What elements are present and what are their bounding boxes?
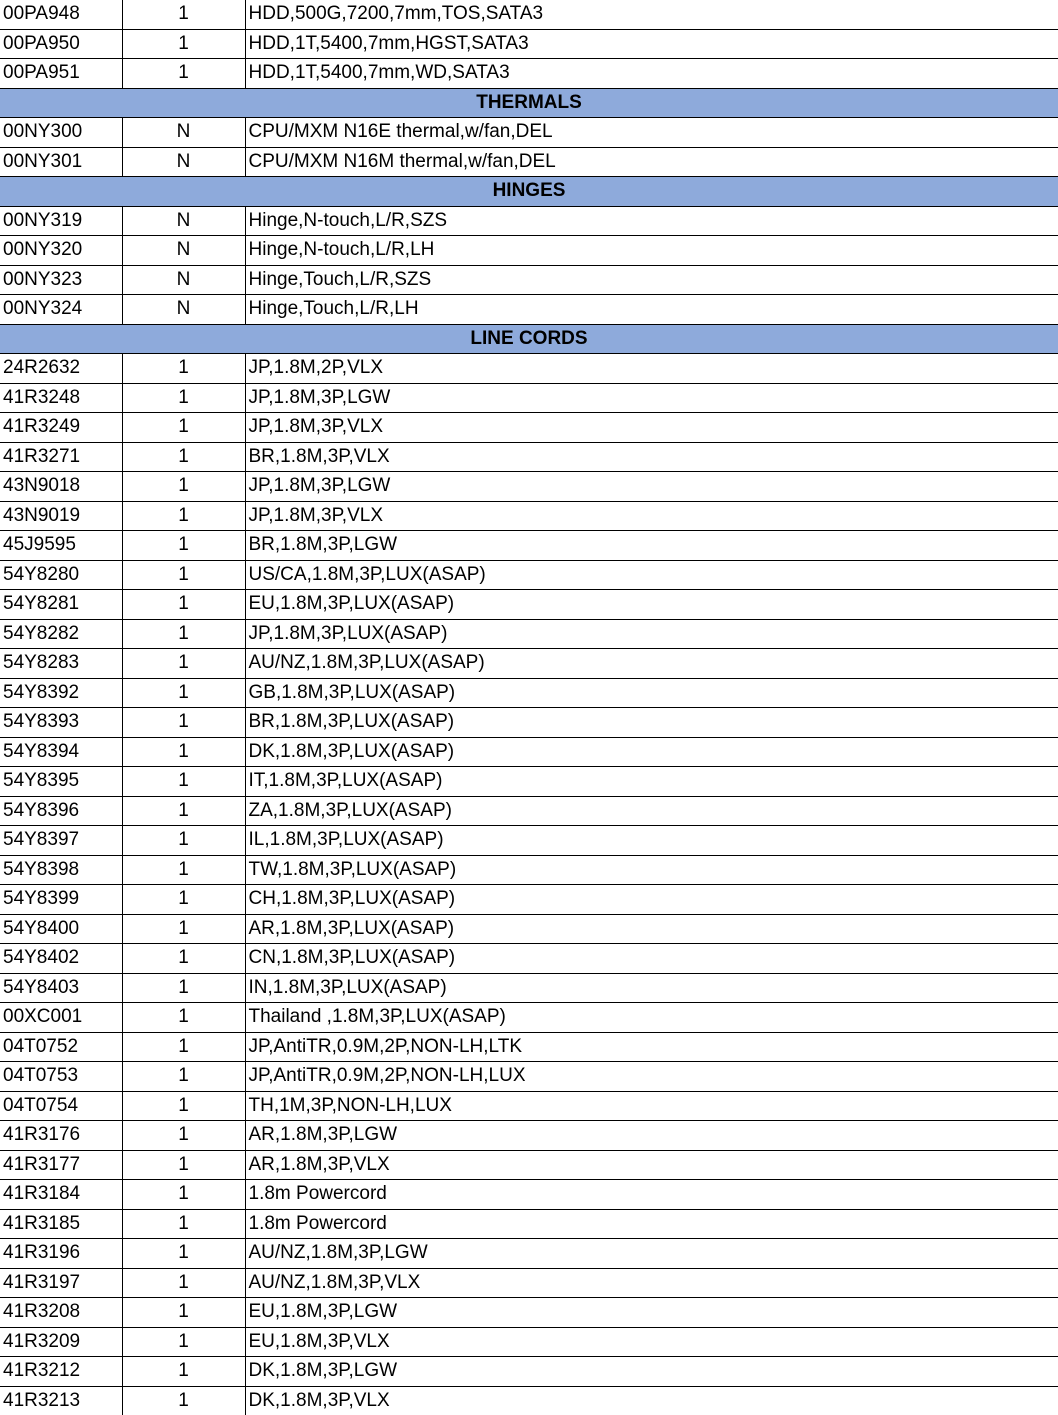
quantity-cell[interactable]: N [122, 147, 245, 177]
table-row [0, 118, 1058, 148]
part-number-cell[interactable]: 04T0754 [0, 1091, 122, 1121]
description-cell[interactable]: HDD,1T,5400,7mm,WD,SATA3 [245, 59, 1058, 89]
description-cell[interactable]: Hinge,N-touch,L/R,LH [245, 236, 1058, 266]
quantity-cell[interactable]: N [122, 118, 245, 148]
section-header-row [0, 88, 1058, 118]
part-number-cell[interactable]: 54Y8396 [0, 796, 122, 826]
quantity-cell[interactable]: 1 [122, 826, 245, 856]
quantity-cell[interactable]: N [122, 265, 245, 295]
quantity-cell[interactable]: 1 [122, 1268, 245, 1298]
description-cell[interactable]: EU,1.8M,3P,LUX(ASAP) [245, 590, 1058, 620]
part-number-cell[interactable]: 00PA951 [0, 59, 122, 89]
description-cell[interactable]: JP,1.8M,3P,VLX [245, 413, 1058, 443]
quantity-cell[interactable]: 1 [122, 1150, 245, 1180]
part-number-cell[interactable]: 54Y8398 [0, 855, 122, 885]
table-row [0, 914, 1058, 944]
quantity-cell[interactable]: 1 [122, 1062, 245, 1092]
description-cell[interactable]: JP,AntiTR,0.9M,2P,NON-LH,LUX [245, 1062, 1058, 1092]
part-number-cell[interactable]: 41R3213 [0, 1386, 122, 1415]
table-row [0, 708, 1058, 738]
quantity-cell[interactable]: 1 [122, 1003, 245, 1033]
description-cell[interactable]: HDD,500G,7200,7mm,TOS,SATA3 [245, 0, 1058, 29]
table-row [0, 826, 1058, 856]
quantity-cell[interactable]: 1 [122, 354, 245, 384]
part-number-cell[interactable]: 00NY324 [0, 295, 122, 325]
table-row [0, 1357, 1058, 1387]
table-row [0, 1239, 1058, 1269]
description-cell[interactable]: CPU/MXM N16E thermal,w/fan,DEL [245, 118, 1058, 148]
table-row [0, 1062, 1058, 1092]
part-number-cell[interactable]: 41R3249 [0, 413, 122, 443]
description-cell[interactable]: AR,1.8M,3P,LUX(ASAP) [245, 914, 1058, 944]
description-cell[interactable]: Hinge,N-touch,L/R,SZS [245, 206, 1058, 236]
table-row [0, 383, 1058, 413]
quantity-cell[interactable]: 1 [122, 914, 245, 944]
part-number-cell[interactable]: 54Y8395 [0, 767, 122, 797]
table-row [0, 1032, 1058, 1062]
quantity-cell[interactable]: 1 [122, 796, 245, 826]
description-cell[interactable]: 1.8m Powercord [245, 1209, 1058, 1239]
description-cell[interactable]: IT,1.8M,3P,LUX(ASAP) [245, 767, 1058, 797]
part-number-cell[interactable]: 41R3248 [0, 383, 122, 413]
description-cell[interactable]: HDD,1T,5400,7mm,HGST,SATA3 [245, 29, 1058, 59]
description-cell[interactable]: AU/NZ,1.8M,3P,VLX [245, 1268, 1058, 1298]
quantity-cell[interactable]: 1 [122, 1121, 245, 1151]
quantity-cell[interactable]: 1 [122, 590, 245, 620]
description-cell[interactable]: GB,1.8M,3P,LUX(ASAP) [245, 678, 1058, 708]
table-row [0, 885, 1058, 915]
description-cell[interactable]: JP,1.8M,3P,LUX(ASAP) [245, 619, 1058, 649]
part-number-cell[interactable]: 00NY301 [0, 147, 122, 177]
table-row [0, 590, 1058, 620]
quantity-cell[interactable]: 1 [122, 1327, 245, 1357]
table-row [0, 29, 1058, 59]
part-number-cell[interactable]: 41R3184 [0, 1180, 122, 1210]
description-cell[interactable]: JP,AntiTR,0.9M,2P,NON-LH,LTK [245, 1032, 1058, 1062]
description-cell[interactable]: 1.8m Powercord [245, 1180, 1058, 1210]
description-cell[interactable]: US/CA,1.8M,3P,LUX(ASAP) [245, 560, 1058, 590]
part-number-cell[interactable]: 43N9019 [0, 501, 122, 531]
part-number-cell[interactable]: 54Y8283 [0, 649, 122, 679]
table-row [0, 619, 1058, 649]
part-number-cell[interactable]: 41R3176 [0, 1121, 122, 1151]
table-row [0, 236, 1058, 266]
quantity-cell[interactable]: 1 [122, 59, 245, 89]
description-cell[interactable]: AU/NZ,1.8M,3P,LGW [245, 1239, 1058, 1269]
table-row [0, 1298, 1058, 1328]
description-cell[interactable]: EU,1.8M,3P,LGW [245, 1298, 1058, 1328]
part-number-cell[interactable]: 54Y8399 [0, 885, 122, 915]
description-cell[interactable]: DK,1.8M,3P,VLX [245, 1386, 1058, 1415]
part-number-cell[interactable]: 54Y8394 [0, 737, 122, 767]
quantity-cell[interactable]: 1 [122, 1032, 245, 1062]
description-cell[interactable]: BR,1.8M,3P,LGW [245, 531, 1058, 561]
table-row [0, 1091, 1058, 1121]
description-cell[interactable]: AR,1.8M,3P,VLX [245, 1150, 1058, 1180]
part-number-cell[interactable]: 54Y8393 [0, 708, 122, 738]
quantity-cell[interactable]: 1 [122, 649, 245, 679]
quantity-cell[interactable]: 1 [122, 0, 245, 29]
table-row [0, 560, 1058, 590]
table-row [0, 1150, 1058, 1180]
quantity-cell[interactable]: N [122, 295, 245, 325]
quantity-cell[interactable]: 1 [122, 413, 245, 443]
description-cell[interactable]: CN,1.8M,3P,LUX(ASAP) [245, 944, 1058, 974]
description-cell[interactable]: DK,1.8M,3P,LUX(ASAP) [245, 737, 1058, 767]
quantity-cell[interactable]: 1 [122, 1357, 245, 1387]
description-cell[interactable]: TW,1.8M,3P,LUX(ASAP) [245, 855, 1058, 885]
quantity-cell[interactable]: 1 [122, 855, 245, 885]
table-row [0, 678, 1058, 708]
table-row [0, 1003, 1058, 1033]
part-number-cell[interactable]: 54Y8400 [0, 914, 122, 944]
part-number-cell[interactable]: 45J9595 [0, 531, 122, 561]
quantity-cell[interactable]: 1 [122, 29, 245, 59]
quantity-cell[interactable]: 1 [122, 531, 245, 561]
quantity-cell[interactable]: 1 [122, 442, 245, 472]
part-number-cell[interactable]: 54Y8403 [0, 973, 122, 1003]
section-header-row [0, 324, 1058, 354]
description-cell[interactable]: EU,1.8M,3P,VLX [245, 1327, 1058, 1357]
quantity-cell[interactable]: 1 [122, 737, 245, 767]
part-number-cell[interactable]: 41R3208 [0, 1298, 122, 1328]
section-title-cell[interactable]: THERMALS [0, 88, 1058, 118]
quantity-cell[interactable]: 1 [122, 1209, 245, 1239]
table-row [0, 796, 1058, 826]
description-cell[interactable]: JP,1.8M,3P,LGW [245, 472, 1058, 502]
table-row [0, 295, 1058, 325]
description-cell[interactable]: IL,1.8M,3P,LUX(ASAP) [245, 826, 1058, 856]
table-row [0, 413, 1058, 443]
table-row [0, 767, 1058, 797]
table-row [0, 472, 1058, 502]
quantity-cell[interactable]: 1 [122, 1180, 245, 1210]
part-number-cell[interactable]: 54Y8397 [0, 826, 122, 856]
table-row [0, 147, 1058, 177]
table-row [0, 354, 1058, 384]
quantity-cell[interactable]: 1 [122, 1239, 245, 1269]
part-number-cell[interactable]: 41R3196 [0, 1239, 122, 1269]
part-number-cell[interactable]: 54Y8280 [0, 560, 122, 590]
quantity-cell[interactable]: 1 [122, 383, 245, 413]
quantity-cell[interactable]: 1 [122, 560, 245, 590]
part-number-cell[interactable]: 04T0752 [0, 1032, 122, 1062]
part-number-cell[interactable]: 00NY320 [0, 236, 122, 266]
part-number-cell[interactable]: 41R3177 [0, 1150, 122, 1180]
table-row [0, 1327, 1058, 1357]
description-cell[interactable]: JP,1.8M,3P,LGW [245, 383, 1058, 413]
table-row [0, 442, 1058, 472]
part-number-cell[interactable]: 41R3197 [0, 1268, 122, 1298]
quantity-cell[interactable]: 1 [122, 472, 245, 502]
table-row [0, 1180, 1058, 1210]
quantity-cell[interactable]: 1 [122, 1386, 245, 1415]
quantity-cell[interactable]: N [122, 206, 245, 236]
table-row [0, 206, 1058, 236]
table-row [0, 973, 1058, 1003]
description-cell[interactable]: TH,1M,3P,NON-LH,LUX [245, 1091, 1058, 1121]
part-number-cell[interactable]: 00NY319 [0, 206, 122, 236]
part-number-cell[interactable]: 43N9018 [0, 472, 122, 502]
table-row [0, 265, 1058, 295]
part-number-cell[interactable]: 54Y8282 [0, 619, 122, 649]
table-row [0, 649, 1058, 679]
table-row [0, 855, 1058, 885]
table-row [0, 1268, 1058, 1298]
table-row [0, 944, 1058, 974]
part-number-cell[interactable]: 00XC001 [0, 1003, 122, 1033]
table-row [0, 531, 1058, 561]
description-cell[interactable]: JP,1.8M,2P,VLX [245, 354, 1058, 384]
part-number-cell[interactable]: 54Y8392 [0, 678, 122, 708]
description-cell[interactable]: ZA,1.8M,3P,LUX(ASAP) [245, 796, 1058, 826]
section-title-cell[interactable]: HINGES [0, 177, 1058, 207]
quantity-cell[interactable]: 1 [122, 708, 245, 738]
quantity-cell[interactable]: 1 [122, 767, 245, 797]
table-row [0, 1121, 1058, 1151]
part-number-cell[interactable]: 41R3271 [0, 442, 122, 472]
part-number-cell[interactable]: 41R3185 [0, 1209, 122, 1239]
table-row [0, 59, 1058, 89]
part-number-cell[interactable]: 00PA950 [0, 29, 122, 59]
quantity-cell[interactable]: 1 [122, 619, 245, 649]
quantity-cell[interactable]: 1 [122, 501, 245, 531]
section-title-cell[interactable]: LINE CORDS [0, 324, 1058, 354]
part-number-cell[interactable]: 00NY300 [0, 118, 122, 148]
quantity-cell[interactable]: 1 [122, 944, 245, 974]
description-cell[interactable]: BR,1.8M,3P,LUX(ASAP) [245, 708, 1058, 738]
part-number-cell[interactable]: 54Y8281 [0, 590, 122, 620]
description-cell[interactable]: AR,1.8M,3P,LGW [245, 1121, 1058, 1151]
quantity-cell[interactable]: 1 [122, 678, 245, 708]
description-cell[interactable]: JP,1.8M,3P,VLX [245, 501, 1058, 531]
description-cell[interactable]: CH,1.8M,3P,LUX(ASAP) [245, 885, 1058, 915]
description-cell[interactable]: IN,1.8M,3P,LUX(ASAP) [245, 973, 1058, 1003]
description-cell[interactable]: CPU/MXM N16M thermal,w/fan,DEL [245, 147, 1058, 177]
part-number-cell[interactable]: 00NY323 [0, 265, 122, 295]
part-number-cell[interactable]: 41R3212 [0, 1357, 122, 1387]
quantity-cell[interactable]: N [122, 236, 245, 266]
quantity-cell[interactable]: 1 [122, 1298, 245, 1328]
part-number-cell[interactable]: 00PA948 [0, 0, 122, 29]
description-cell[interactable]: DK,1.8M,3P,LGW [245, 1357, 1058, 1387]
part-number-cell[interactable]: 54Y8402 [0, 944, 122, 974]
description-cell[interactable]: Hinge,Touch,L/R,SZS [245, 265, 1058, 295]
part-number-cell[interactable]: 24R2632 [0, 354, 122, 384]
table-row [0, 1386, 1058, 1415]
part-number-cell[interactable]: 41R3209 [0, 1327, 122, 1357]
quantity-cell[interactable]: 1 [122, 973, 245, 1003]
description-cell[interactable]: Hinge,Touch,L/R,LH [245, 295, 1058, 325]
section-header-row [0, 177, 1058, 207]
table-row [0, 0, 1058, 29]
quantity-cell[interactable]: 1 [122, 1091, 245, 1121]
description-cell[interactable]: BR,1.8M,3P,VLX [245, 442, 1058, 472]
description-cell[interactable]: Thailand ,1.8M,3P,LUX(ASAP) [245, 1003, 1058, 1033]
part-number-cell[interactable]: 04T0753 [0, 1062, 122, 1092]
description-cell[interactable]: AU/NZ,1.8M,3P,LUX(ASAP) [245, 649, 1058, 679]
table-row [0, 501, 1058, 531]
table-row [0, 737, 1058, 767]
table-row [0, 1209, 1058, 1239]
quantity-cell[interactable]: 1 [122, 885, 245, 915]
